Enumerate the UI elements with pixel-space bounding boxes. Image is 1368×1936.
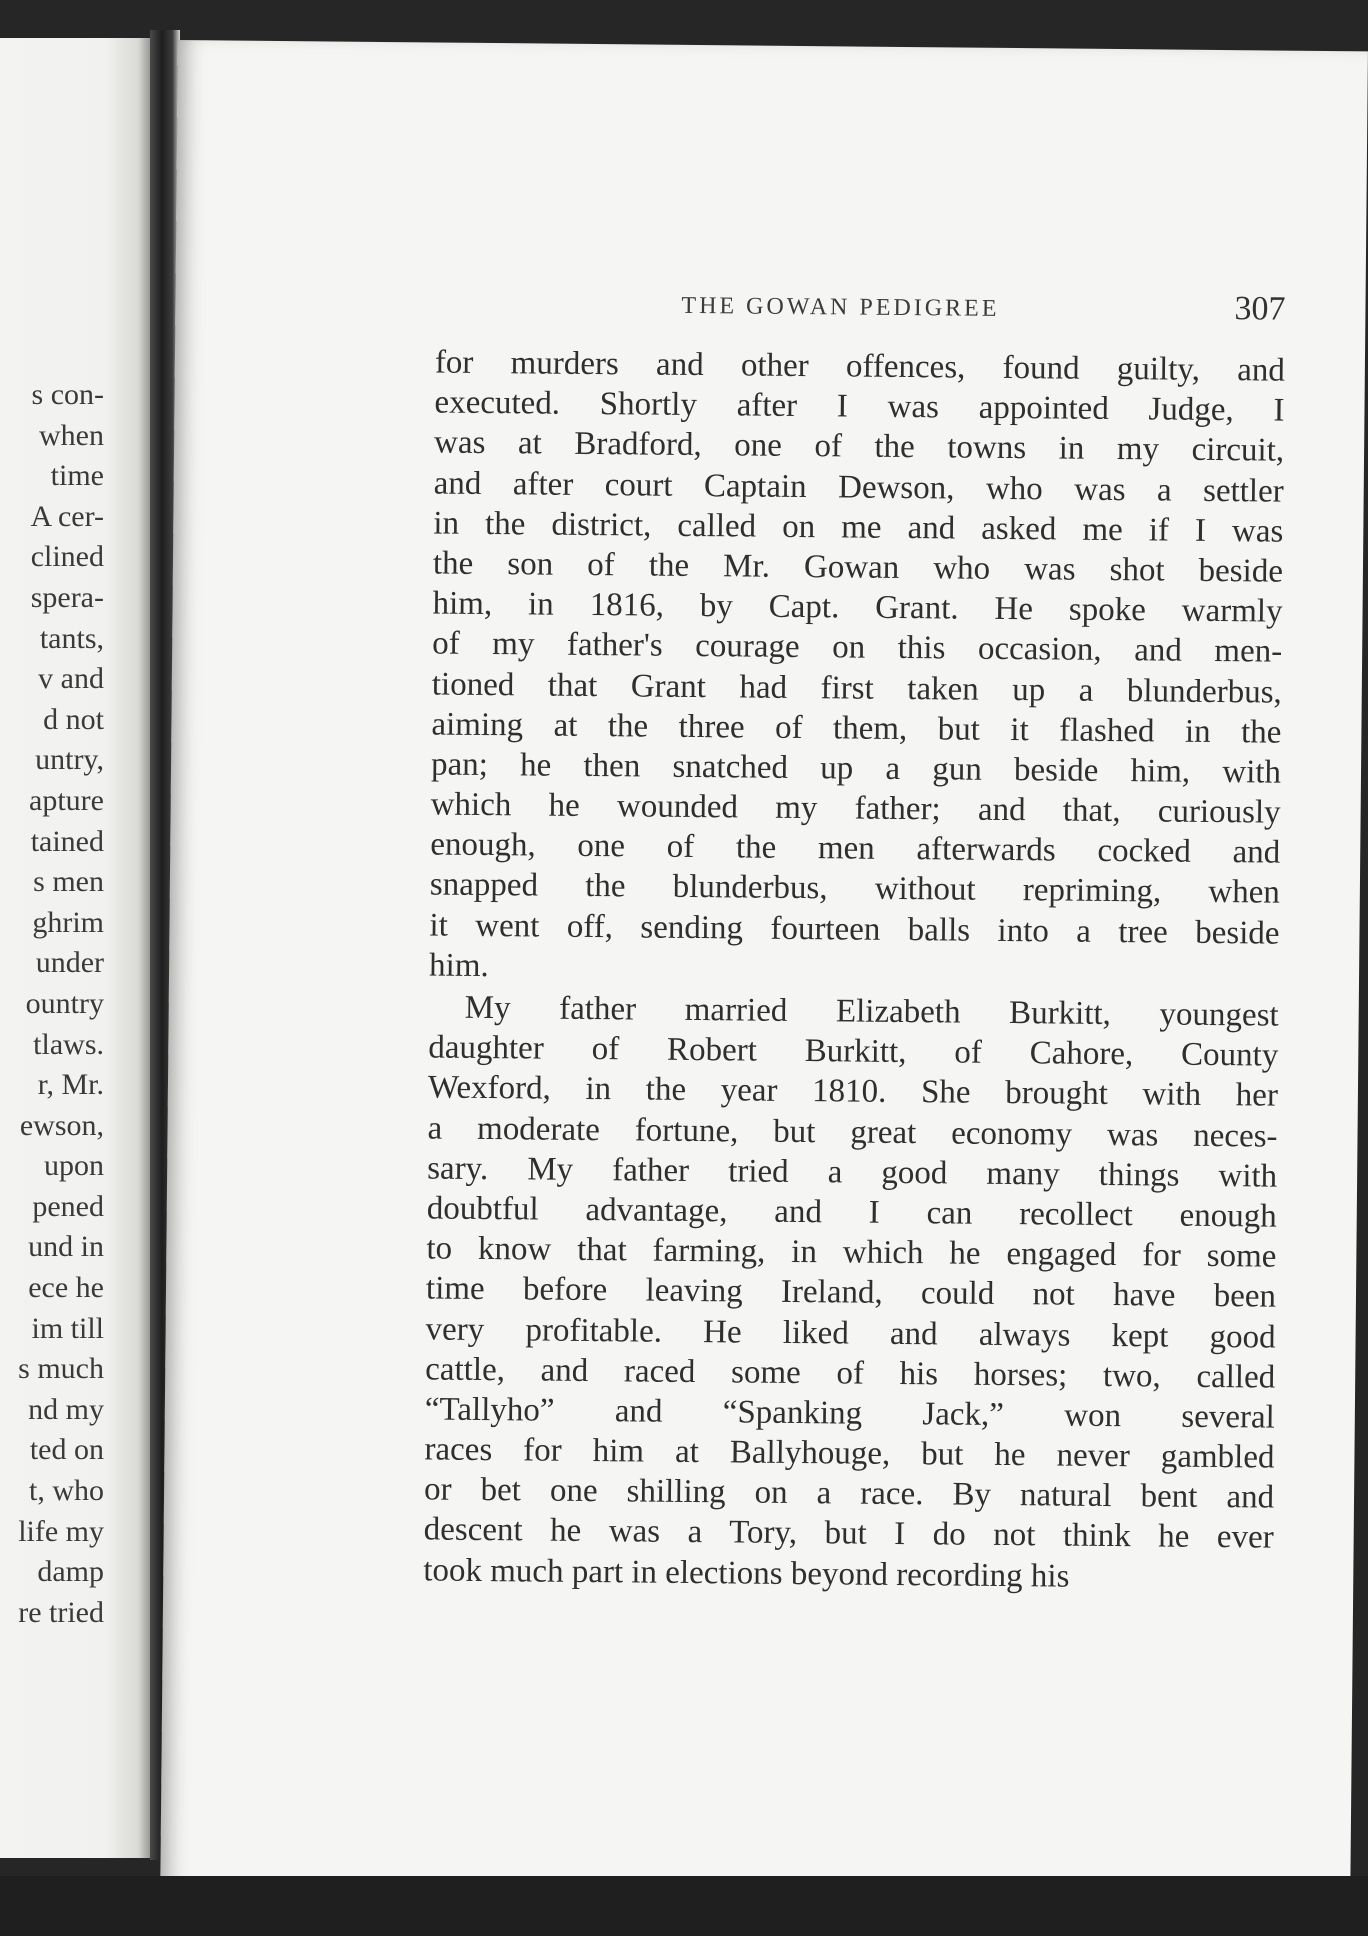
text-line: was at Bradford, one of the towns in my circuit, bbox=[433, 424, 1285, 470]
left-page-line: und in bbox=[28, 1230, 104, 1264]
text-line: My father married Elizabeth Burkitt, youngest bbox=[464, 989, 1279, 1034]
text-line: to know that farming, in which he engaged for some bbox=[426, 1230, 1277, 1275]
text-line: executed. Shortly after I was appointed Judge, I bbox=[434, 384, 1285, 429]
text-line: snapped the blunderbus, without repriming, when bbox=[429, 866, 1281, 912]
text-line: sary. My father tried a good many things with bbox=[427, 1150, 1278, 1195]
left-page-line: s men bbox=[33, 865, 104, 899]
left-page-line: tained bbox=[30, 824, 104, 858]
text-line: of my father's courage on this occasion, and men- bbox=[432, 625, 1283, 670]
left-page-text-fragments bbox=[18, 375, 104, 1633]
text-line: very profitable. He liked and always kept good bbox=[425, 1310, 1276, 1356]
text-line: aiming at the three of them, but it flashed in the bbox=[431, 706, 1282, 751]
text-line: cattle, and raced some of his horses; two, called bbox=[425, 1351, 1276, 1396]
left-page-line: spera- bbox=[30, 580, 104, 614]
left-page-line: s much bbox=[18, 1352, 104, 1386]
left-page-line: A cer- bbox=[30, 499, 104, 533]
left-page-line: when bbox=[39, 418, 104, 452]
left-page-line: d not bbox=[43, 702, 104, 736]
left-page-line: v and bbox=[38, 662, 104, 696]
left-page-line: re tried bbox=[18, 1595, 104, 1629]
left-page-line: im till bbox=[31, 1311, 104, 1345]
text-line: races for him at Ballyhouge, but he never gambled bbox=[424, 1431, 1275, 1476]
scan-bottom-edge bbox=[0, 1876, 1368, 1936]
left-page-line: t, who bbox=[29, 1474, 104, 1508]
left-page-line: nd my bbox=[28, 1392, 104, 1426]
text-line: daughter of Robert Burkitt, of Cahore, County bbox=[428, 1029, 1279, 1074]
text-line: Wexford, in the year 1810. She brought with her bbox=[427, 1069, 1279, 1114]
left-page-line: tlaws. bbox=[33, 1027, 104, 1061]
left-page-line: apture bbox=[29, 783, 104, 817]
text-line: tioned that Grant had first taken up a blunderbus, bbox=[431, 665, 1282, 711]
left-page-line: tants, bbox=[39, 621, 104, 655]
left-page-line: s con- bbox=[31, 378, 104, 411]
text-line: pan; he then snatched up a gun beside him, with bbox=[430, 746, 1282, 791]
left-page-line: ted on bbox=[29, 1433, 104, 1467]
left-page-line: life my bbox=[18, 1514, 104, 1548]
text-line: which he wounded my father; and that, curiously bbox=[430, 786, 1281, 831]
text-line: him, in 1816, by Capt. Grant. He spoke warmly bbox=[432, 585, 1283, 630]
text-line: a moderate fortune, but great economy was neces- bbox=[427, 1110, 1278, 1155]
text-line: it went off, sending fourteen balls into a tree beside bbox=[429, 907, 1280, 952]
left-page-line: untry, bbox=[35, 743, 104, 777]
left-page-line: ghrim bbox=[32, 905, 104, 939]
left-page-line: damp bbox=[37, 1555, 104, 1589]
text-line: for murders and other offences, found guilty, and bbox=[434, 344, 1286, 389]
left-page-line: under bbox=[35, 946, 104, 980]
left-page-line: pened bbox=[32, 1189, 104, 1223]
paragraph bbox=[429, 342, 1285, 993]
left-page-line: clined bbox=[30, 540, 104, 574]
left-page-line: ewson, bbox=[19, 1108, 104, 1142]
text-line: doubtful advantage, and I can recollect enough bbox=[426, 1190, 1277, 1235]
running-head-title: THE GOWAN PEDIGREE bbox=[681, 292, 1000, 322]
text-line: descent he was a Tory, but I do not think he ever bbox=[423, 1511, 1274, 1557]
running-head bbox=[495, 283, 1285, 341]
left-page-line: r, Mr. bbox=[37, 1068, 104, 1102]
left-facing-page bbox=[0, 38, 150, 1858]
text-line: or bet one shilling on a race. By natural bent and bbox=[423, 1471, 1275, 1516]
right-page bbox=[160, 40, 1368, 1901]
page-body-text bbox=[423, 342, 1285, 1598]
left-page-line: ountry bbox=[25, 986, 104, 1020]
left-page-line: time bbox=[50, 459, 104, 493]
text-line: time before leaving Ireland, could not have been bbox=[425, 1270, 1277, 1315]
left-page-line: upon bbox=[44, 1149, 104, 1183]
text-line: took much part in elections beyond recording his bbox=[423, 1552, 1070, 1595]
text-line: enough, one of the men afterwards cocked and bbox=[430, 826, 1281, 871]
text-line: in the district, called on me and asked me if I was bbox=[433, 505, 1284, 550]
text-line: the son of the Mr. Gowan who was shot beside bbox=[432, 545, 1284, 590]
page-number: 307 bbox=[1234, 290, 1286, 328]
text-line: and after court Captain Dewson, who was a settler bbox=[433, 465, 1284, 510]
text-line: “Tallyho” and “Spanking Jack,” won several bbox=[424, 1391, 1276, 1436]
left-page-line: ece he bbox=[28, 1271, 104, 1305]
paragraph bbox=[423, 987, 1279, 1598]
text-line: him. bbox=[428, 947, 489, 984]
